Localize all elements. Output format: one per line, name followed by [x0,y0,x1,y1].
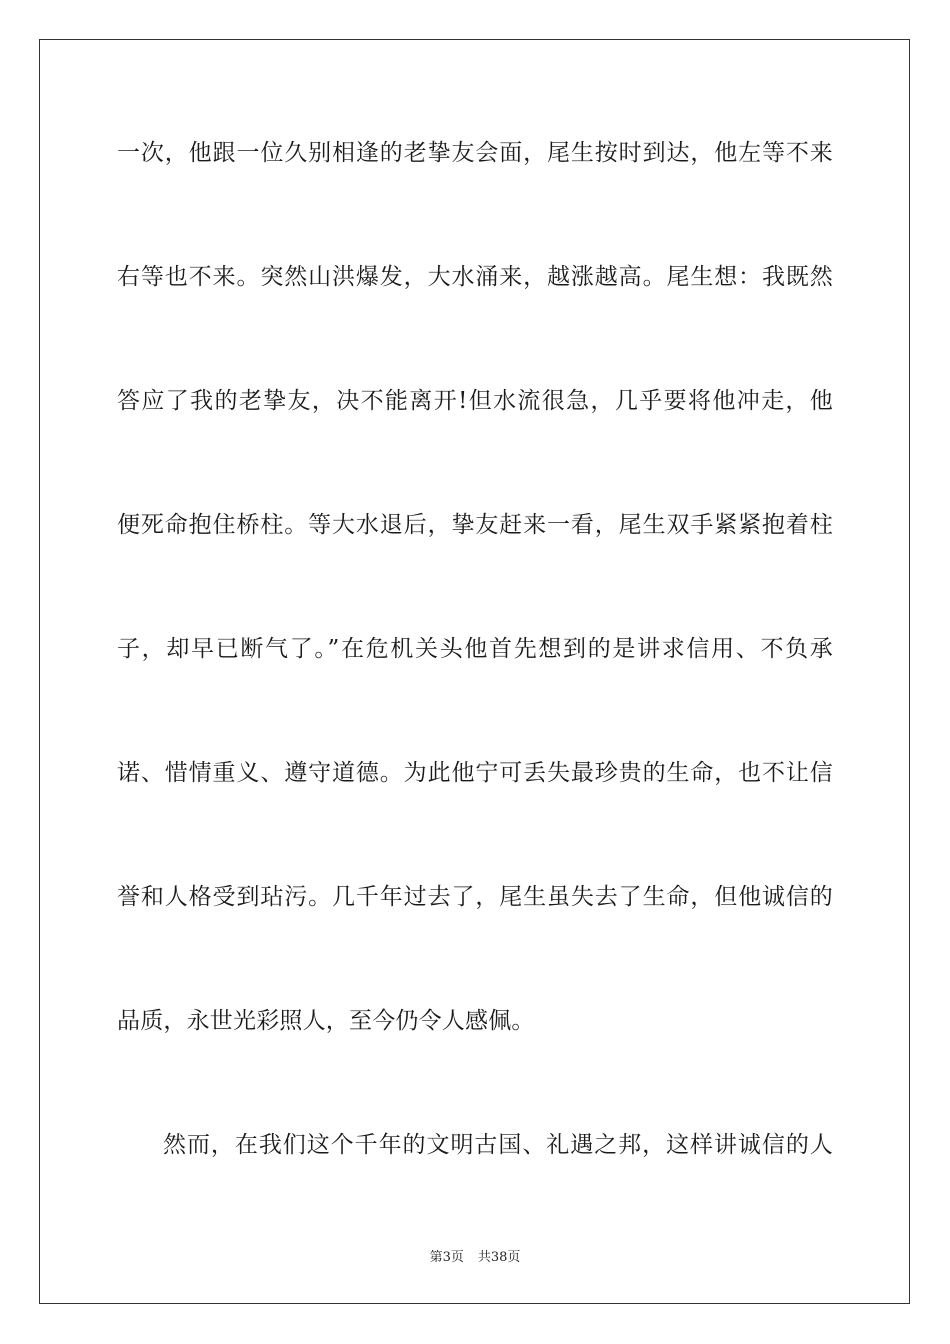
page-footer [0,1246,950,1265]
text-line: 诺、惜情重义、遵守道德。为此他宁可丢失最珍贵的生命，也不让信 [117,760,833,786]
text-line: 誉和人格受到玷污。几千年过去了，尾生虽失去了生命，但他诚信的 [117,884,833,910]
paragraph-start-line: 然而，在我们这个千年的文明古国、礼遇之邦，这样讲诚信的人 [163,1132,833,1158]
text-line: 右等也不来。突然山洪爆发，大水涌来，越涨越高。尾生想：我既然 [117,264,833,290]
paragraph-end-line: 品质，永世光彩照人，至今仍令人感佩。 [117,1008,535,1034]
text-line: 答应了我的老挚友，决不能离开!但水流很急，几乎要将他冲走，他 [117,388,833,414]
page-total: 共38页 [477,1250,521,1265]
text-line: 便死命抱住桥柱。等大水退后，挚友赶来一看，尾生双手紧紧抱着柱 [117,512,833,538]
document-body [117,126,833,1242]
text-line: 一次，他跟一位久别相逢的老挚友会面，尾生按时到达，他左等不来 [117,140,833,166]
text-line: 子，却早已断气了。”在危机关头他首先想到的是讲求信用、不负承 [117,636,833,662]
page-number: 第3页 [429,1250,464,1265]
